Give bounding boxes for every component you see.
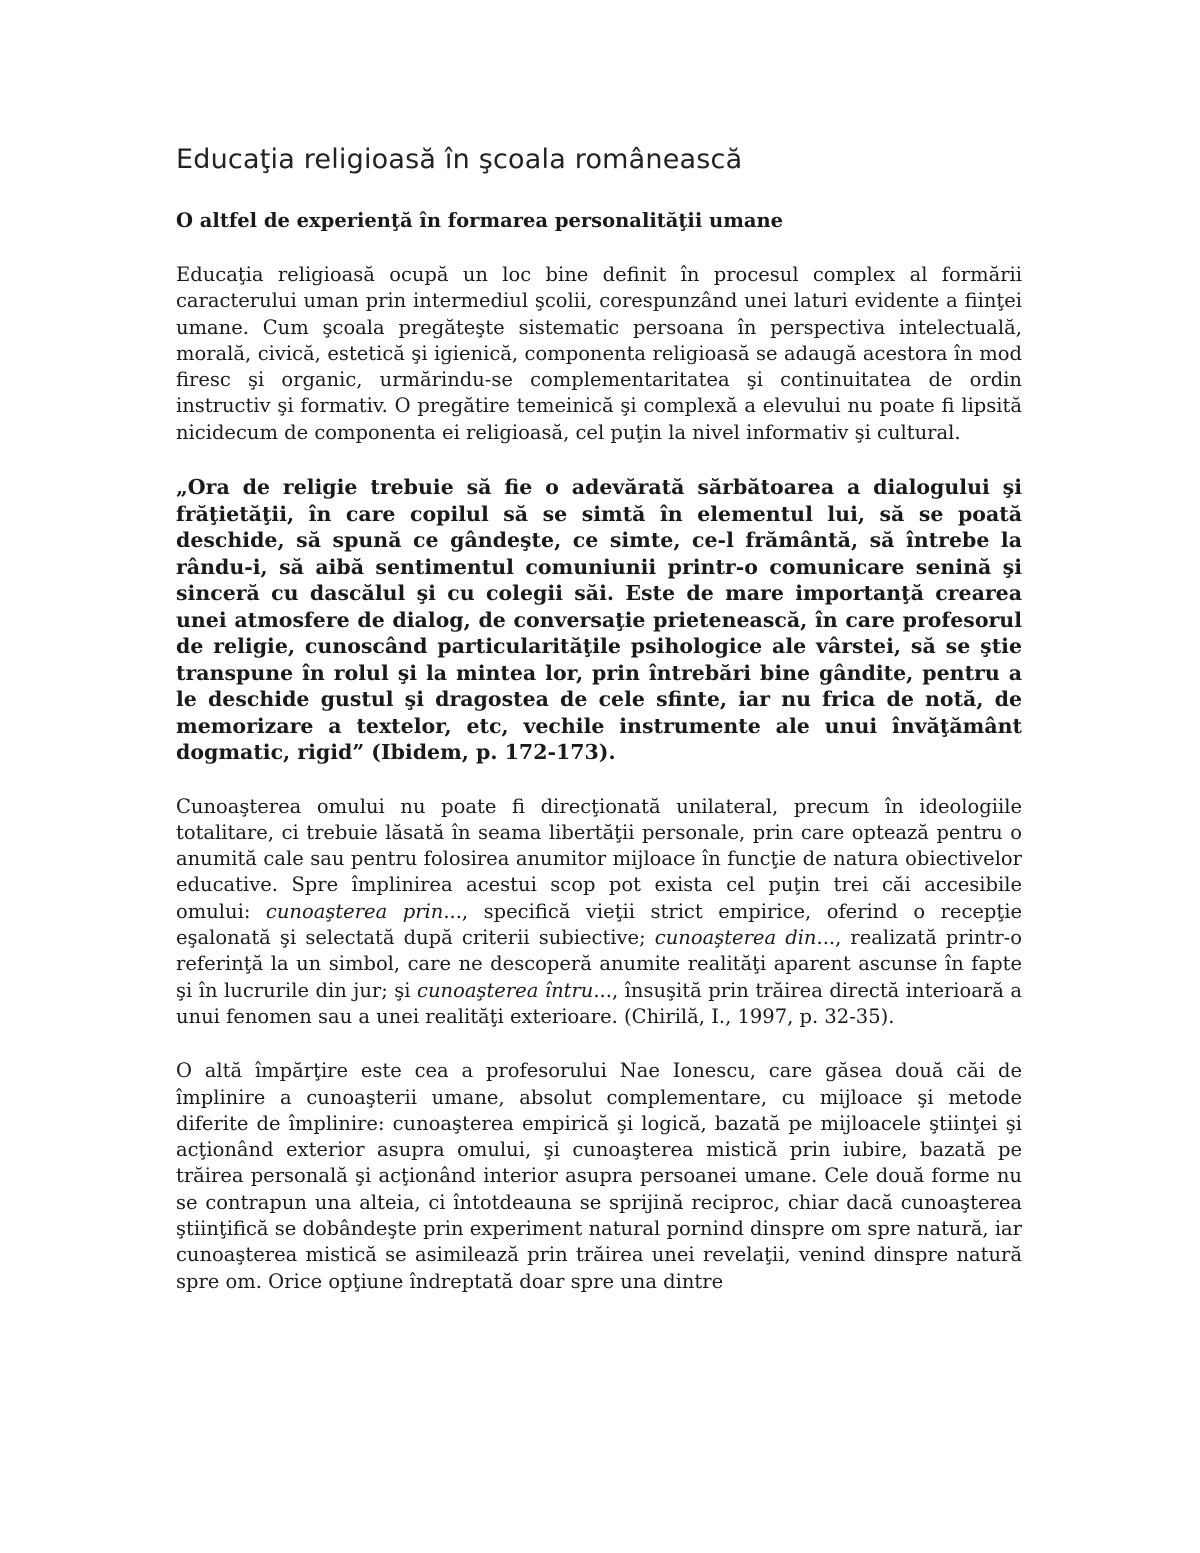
document-title: Educaţia religioasă în şcoala românească [176, 144, 743, 175]
paragraph-3-italic-2: cunoaşterea din [654, 926, 817, 950]
paragraph-3-text-1: Cunoaşterea omului nu poate fi direcţionată unilateral, precum în ideologiile totalitare, ci trebuie lăsată în seama libertăţii personale, prin care optează pentru o anumită cale sau pentru folosirea anumitor mijloace în funcţie de natura obiectivelor educative. Spre împlinirea acestui scop pot exista cel puţin trei căi accesibile omului: [176, 794, 1022, 923]
document-subtitle: O altfel de experienţă în formarea personalităţii umane [176, 209, 784, 232]
paragraph-1: Educaţia religioasă ocupă un loc bine definit în procesul complex al formării caracterului uman prin intermediul şcolii, corespunzând unei laturi evidente a fiinţei umane. Cum şcoala pregăteşte sistematic persoana în perspectiva intelectuală, morală, civică, estetică şi igienică, componenta religioasă se adaugă acestora în mod firesc şi organic, urmărindu-se complementaritatea şi continuitatea de ordin instructiv şi formativ. O pregătire temeinică şi complexă a elevului nu poate fi lipsită nicidecum de componenta ei religioasă, cel puţin la nivel informativ şi cultural. [176, 263, 1022, 444]
paragraph-3-text-4: ..., însuşită prin trăirea directă interioară a unui fenomen sau a unei realităţi exterioare. (Chirilă, I., 1997, p. 32-35). [176, 978, 1022, 1028]
quote-paragraph: „Ora de religie trebuie să fie o adevărată sărbătoarea a dialogului şi frăţietăţii, în care copilul să se simtă în elementul lui, să se poată deschide, să spună ce gândeşte, ce simte, ce-l frământă, să întrebe la rându-i, să aibă sentimentul comuniunii printr-o comunicare senină şi sinceră cu dascălul şi cu colegii săi. Este de mare importanţă crearea unei atmosfere de dialog, de conversaţie prietenească, în care profesorul de religie, cunoscând particularităţile psihologice ale vârstei, să se ştie transpune în rolul şi la mintea lor, prin întrebări bine gândite, pentru a le deschide gustul şi dragostea de cele sfinte, iar nu frica de notă, de memorizare a textelor, etc, vechile instrumente ale unui învăţământ dogmatic, rigid” (Ibidem, p. 172-173). [176, 475, 1022, 765]
paragraph-4: O altă împărţire este cea a profesorului Nae Ionescu, care găsea două căi de împlinire a cunoaşterii umane, absolut complementare, cu mijloace şi metode diferite de împlinire: cunoaşterea empirică şi logică, bazată pe mijloacele ştiinţei şi acţionând exterior asupra omului, şi cunoaşterea mistică prin iubire, bazată pe trăirea personală şi acţionând interior asupra persoanei umane. Cele două forme nu se contrapun una alteia, ci întotdeauna se sprijină reciproc, chiar dacă cunoaşterea ştiinţifică se dobândeşte prin experiment natural pornind dinspre om spre natură, iar cunoaşterea mistică se asimilează prin trăirea unei revelaţii, venind dinspre natură spre om. Orice opţiune îndreptată doar spre una dintre [176, 1059, 1022, 1293]
paragraph-3-italic-1: cunoaşterea prin [265, 899, 444, 923]
paragraph-3-italic-3: cunoaşterea întru [417, 978, 594, 1002]
paragraph-3 [176, 794, 1022, 1031]
paragraph-3-text-2: ..., specifică vieţii strict empirice, oferind o recepţie eşalonată şi selectată după criterii subiective; [176, 899, 1022, 950]
paragraph-3-text-3: ..., realizată printr-o referinţă la un simbol, care ne descoperă anumite realităţi aparent ascunse în fapte şi în lucrurile din jur; şi [176, 926, 1022, 1002]
document-page [176, 140, 1022, 1295]
